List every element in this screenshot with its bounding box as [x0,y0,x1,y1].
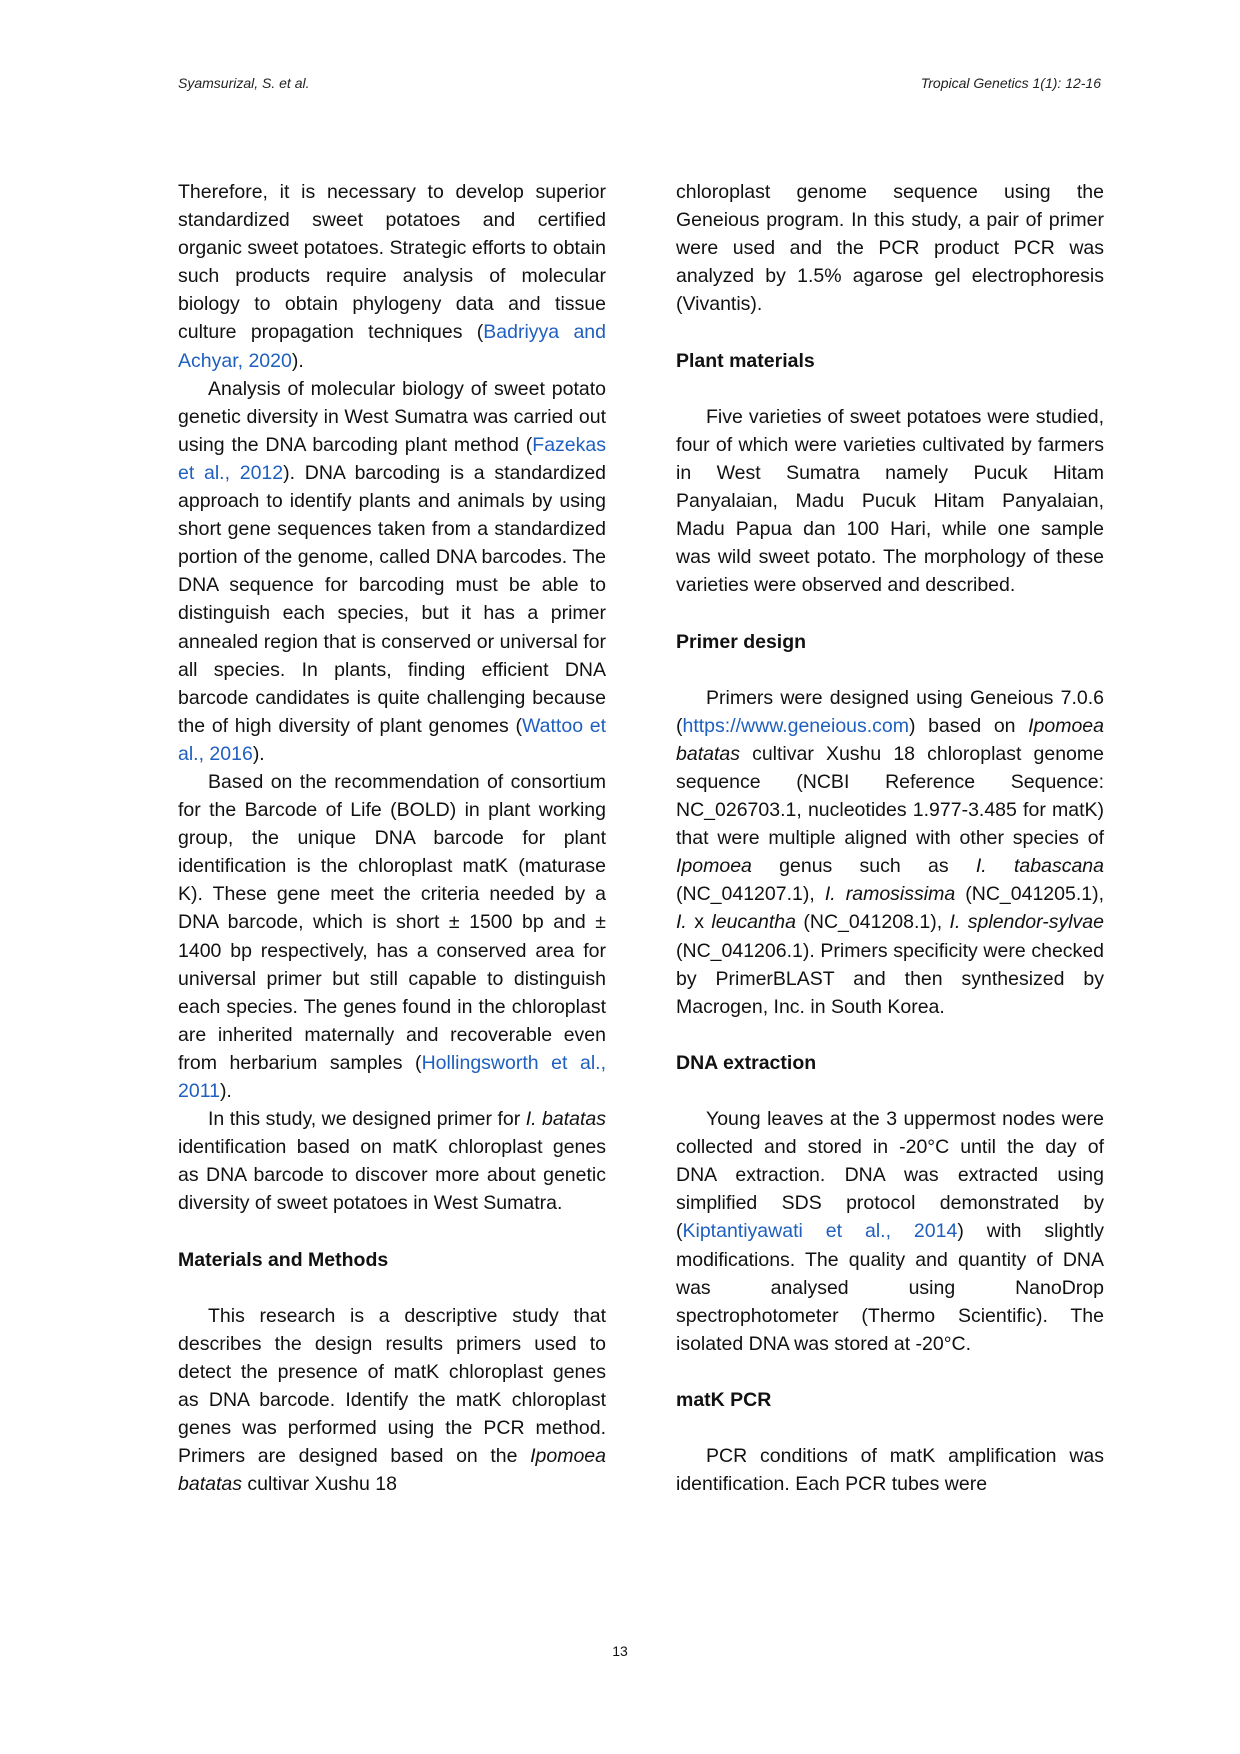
section-heading-primer-design: Primer design [676,630,807,653]
paragraph: This research is a descriptive study that describes the design results primers used to detect the presence of matK chloroplast genes as DNA barcode. Identify the matK chloroplast genes was performed using the PCR method. Primers are designed based on the Ipomoea batatas cultivar Xushu 18 [178,1304,606,1496]
paragraph: In this study, we designed primer for I. batatas identification based on matK chloroplast genes as DNA barcode to discover more about genetic diversity of sweet potatoes in West Sumatra. [178,1108,607,1215]
paragraph: chloroplast genome sequence using the Geneious program. In this study, a pair of primer were used and the PCR product PCR was analyzed by 1.5% agarose gel electrophoresis (Vivantis). [676,181,1104,316]
section-heading-methods: Materials and Methods [178,1248,389,1271]
paragraph: Primers were designed using Geneious 7.0.6 (https://www.geneious.com) based on Ipomoea batatas cultivar Xushu 18 chloroplast genome sequence (NCBI Reference Sequence: NC_026703.1, nucleotides 1.977-3.485 for matK) that were multiple aligned with other species of Ipomoea genus such as I. tabascana (NC_041207.1), I. ramosissima (NC_041205.1), I. x leucantha (NC_041208.1), I. splendor-sylvae (NC_041206.1). Primers specificity were checked by PrimerBLAST and then synthesized by Macrogen, Inc. in South Korea. [676,686,1104,1018]
citation-link[interactable]: Fazekas et al., 2012 [178,433,606,484]
left-column [178,178,606,1498]
paragraph: Five varieties of sweet potatoes were studied, four of which were varieties cultivated by farmers in West Sumatra namely Pucuk Hitam Panyalaian, Madu Pucuk Hitam Panyalaian, Madu Papua dan 100 Hari, while one sample was wild sweet potato. The morphology of these varieties were observed and described. [676,405,1104,597]
section-heading-plant-materials: Plant materials [676,349,815,372]
citation-link[interactable]: Badriyya and Achyar, 2020 [178,321,606,372]
citation-link[interactable]: Hollingsworth et al., 2011 [178,1051,606,1102]
citation-link[interactable]: Wattoo et al., 2016 [178,714,607,765]
section-heading-matk-pcr: matK PCR [676,1389,772,1412]
section-heading-dna-extraction: DNA extraction [676,1051,817,1074]
running-header-journal: Tropical Genetics 1(1): 12-16 [920,75,1101,91]
page-number: 13 [612,1643,628,1659]
paragraph: Therefore, it is necessary to develop superior standardized sweet potatoes and certified organic sweet potatoes. Strategic efforts to obtain such products require analysis of molecular biology to obtain phylogeny data and tissue culture propagation techniques (Badriyya and Achyar, 2020). [178,181,606,372]
citation-link[interactable]: Kiptantiyawati et al., 2014 [682,1220,958,1243]
paragraph: PCR conditions of matK amplification was identification. Each PCR tubes were [676,1445,1104,1496]
running-header-authors: Syamsurizal, S. et al. [178,75,310,91]
paragraph: Young leaves at the 3 uppermost nodes were collected and stored in -20°C until the day of DNA extraction. DNA was extracted using simplified SDS protocol demonstrated by (Kiptantiyawati et al., 2014) with slightly modifications. The quality and quantity of DNA was analysed using NanoDrop spectrophotometer (Thermo Scientific). The isolated DNA was stored at -20°C. [676,1108,1104,1355]
geneious-link[interactable]: https://www.geneious.com [682,714,910,737]
right-column [676,178,1104,1498]
paragraph: Based on the recommendation of consortium for the Barcode of Life (BOLD) in plant working group, the unique DNA barcode for plant identification is the chloroplast matK (maturase K). These gene meet the criteria needed by a DNA barcode, which is short ± 1500 bp and ± 1400 bp respectively, has a conserved area for universal primer but still capable to distinguish each species. The genes found in the chloroplast are inherited maternally and recoverable even from herbarium samples (Hollingsworth et al., 2011). [178,770,606,1102]
paragraph: Analysis of molecular biology of sweet potato genetic diversity in West Sumatra was carried out using the DNA barcoding plant method (Fazekas et al., 2012). DNA barcoding is a standardized approach to identify plants and animals by using short gene sequences taken from a standardized portion of the genome, called DNA barcodes. The DNA sequence for barcoding must be able to distinguish each species, but it has a primer annealed region that is conserved or universal for all species. In plants, finding efficient DNA barcode candidates is quite challenging because the of high diversity of plant genomes (Wattoo et al., 2016). [178,377,607,765]
